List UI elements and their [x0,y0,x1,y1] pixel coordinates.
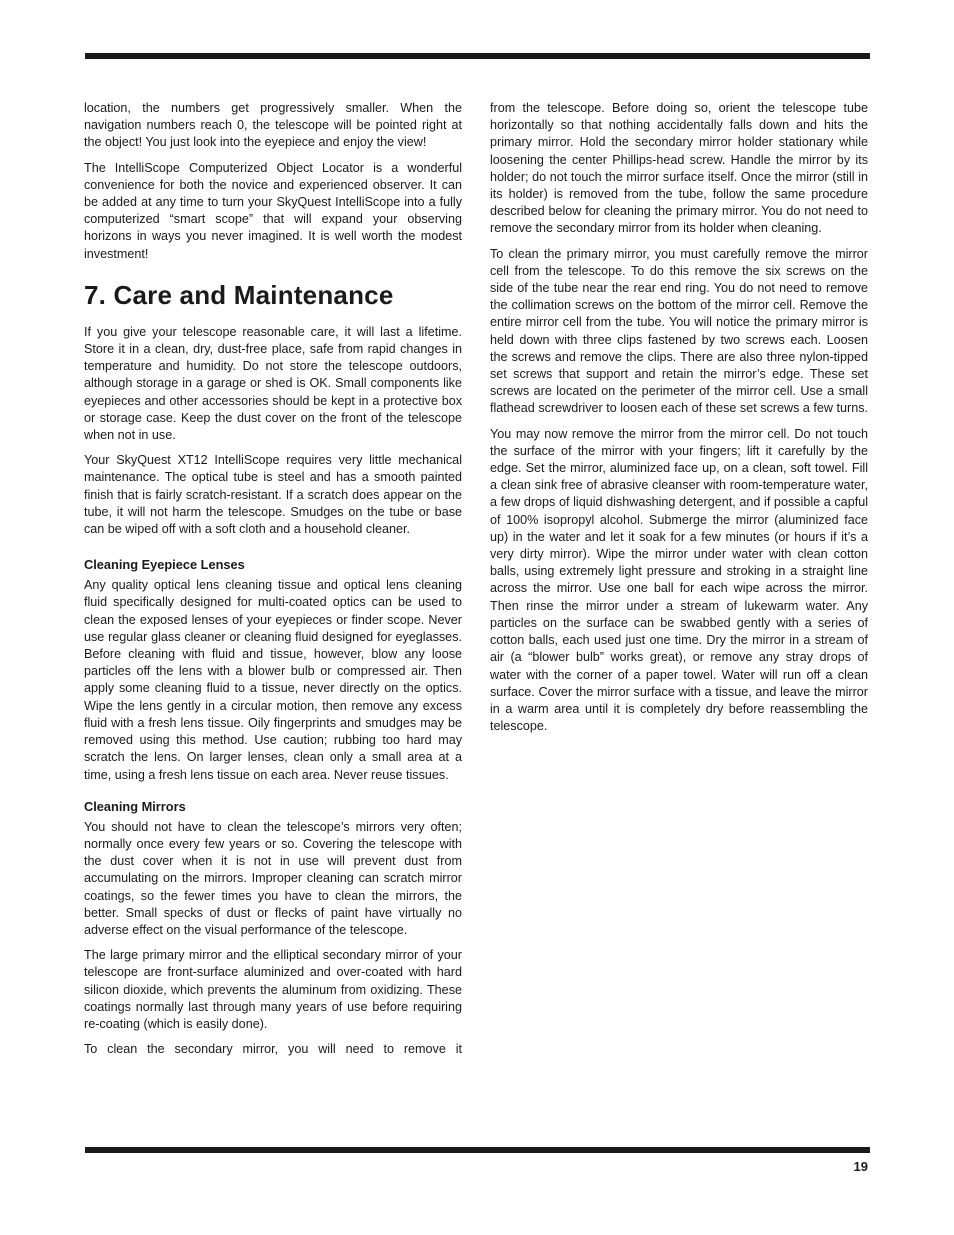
left-column [84,100,462,1066]
paragraph: Any quality optical lens cleaning tissue and optical lens cleaning fluid specifically designed for multi-coated optics can be used to clean the exposed lenses of your eyepieces or finder scope. Never use regular glass cleaner or cleaning fluid designed for eyeglasses. Before cleaning with fluid and tissue, however, blow any loose particles off the lens with a blower bulb or compressed air. Then apply some cleaning fluid to a tissue, never directly on the optics. Wipe the lens gently in a circular motion, then remove any excess fluid with a fresh lens tissue. Oily fingerprints and smudges may be removed using this method. Use caution; rubbing too hard may scratch the lens. On larger lenses, clean only a small area at a time, using a fresh lens tissue on each area. Never reuse tissues. [84,578,462,782]
right-column [490,100,868,743]
paragraph: Your SkyQuest XT12 IntelliScope requires very little mechanical maintenance. The optical tube is steel and has a smooth painted finish that is fairly scratch-resistant. If a scratch does appear on the tube, it will not harm the telescope. Smudges on the tube or base can be wiped off with a soft cloth and a household cleaner. [84,453,462,537]
top-rule [85,53,870,59]
subheading-eyepiece-lenses: Cleaning Eyepiece Lenses [84,557,245,573]
paragraph: If you give your telescope reasonable care, it will last a lifetime. Store it in a clean, dry, dust-free place, safe from rapid changes in temperature and humidity. Do not store the telescope outdoors, although storage in a garage or shed is OK. Small components like eyepieces and other accessories should be kept in a protective box or storage case. Keep the dust cover on the front of the telescope when not in use. [84,324,462,443]
section-title: 7. Care and Maintenance [84,279,394,310]
paragraph: You should not have to clean the telescope’s mirrors very often; normally once every few years or so. Covering the telescope with the dust cover when it is not in use will prevent dust from accumulating on the mirrors. Improper cleaning can scratch mirror coatings, so the fewer times you have to clean the mirrors, the better. Small specks of dust or flecks of paint have virtually no adverse effect on the visual performance of the telescope. [84,819,462,937]
paragraph: To clean the primary mirror, you must carefully remove the mirror cell from the telescope. To do this remove the six screws on the side of the tube near the rear end ring. You do not need to remove the collimation screws on the bottom of the mirror cell. Remove the entire mirror cell from the tube. You will notice the primary mirror is held down with three clips fastened by two screws each. Loosen the screws and remove the clips. There are also three nylon-tipped set screws that support and retain the mirror’s edge. These set screws are located on the perimeter of the mirror cell. Use a small flathead screwdriver to loosen each of these set screws a few turns. [490,246,868,416]
paragraph: To clean the secondary mirror, you will need to remove it [84,1042,462,1057]
paragraph: You may now remove the mirror from the mirror cell. Do not touch the surface of the mirror with your fingers; lift it carefully by the edge. Set the mirror, aluminized face up, on a clean, soft towel. Fill a clean sink free of abrasive cleanser with room-temperature water, a few drops of liquid dishwashing detergent, and if possible a capful of 100% isopropyl alcohol. Submerge the mirror (aluminized face up) in the water and let it soak for a few minutes (or hours if it’s a very dirty mirror). Wipe the mirror under water with clean cotton balls, using extremely light pressure and stroking in a straight line across the mirror. Use one ball for each wipe across the mirror. Then rinse the mirror under a stream of lukewarm water. Any particles on the surface can be swabbed gently with a series of cotton balls, each used just one time. Dry the mirror in a stream of air (a “blower bulb” works great), or remove any stray drops of water with the corner of a paper towel. Water will run off a clean surface. Cover the mirror surface with a tissue, and leave the mirror in a warm area until it is completely dry before reassembling the telescope. [490,426,868,734]
paragraph: The large primary mirror and the elliptical secondary mirror of your telescope are front-surface aluminized and over-coated with hard silicon dioxide, which prevents the aluminum from oxidizing. These coatings normally last through many years of use before requiring re-coating (which is easily done). [84,948,462,1031]
subheading-cleaning-mirrors: Cleaning Mirrors [84,798,186,814]
bottom-rule [85,1147,870,1153]
paragraph: location, the numbers get progressively smaller. When the navigation numbers reach 0, the telescope will be pointed right at the object! You just look into the eyepiece and enjoy the view! [84,101,462,150]
page-number: 19 [853,1159,868,1174]
paragraph: The IntelliScope Computerized Object Locator is a wonderful convenience for both the novice and experienced observer. It can be added at any time to turn your SkyQuest IntelliScope into a fully computerized “smart scope” that will expand your observing horizons in ways you never imagined. It is well worth the modest investment! [84,160,462,261]
paragraph: from the telescope. Before doing so, orient the telescope tube horizontally so that nothing accidentally falls down and hits the primary mirror. Hold the secondary mirror holder stationary while loosening the center Phillips-head screw. Handle the mirror by its holder; do not touch the mirror surface itself. Once the mirror (still in its holder) is removed from the tube, follow the same procedure described below for cleaning the primary mirror. You do not need to remove the secondary mirror from its holder when cleaning. [490,101,868,236]
